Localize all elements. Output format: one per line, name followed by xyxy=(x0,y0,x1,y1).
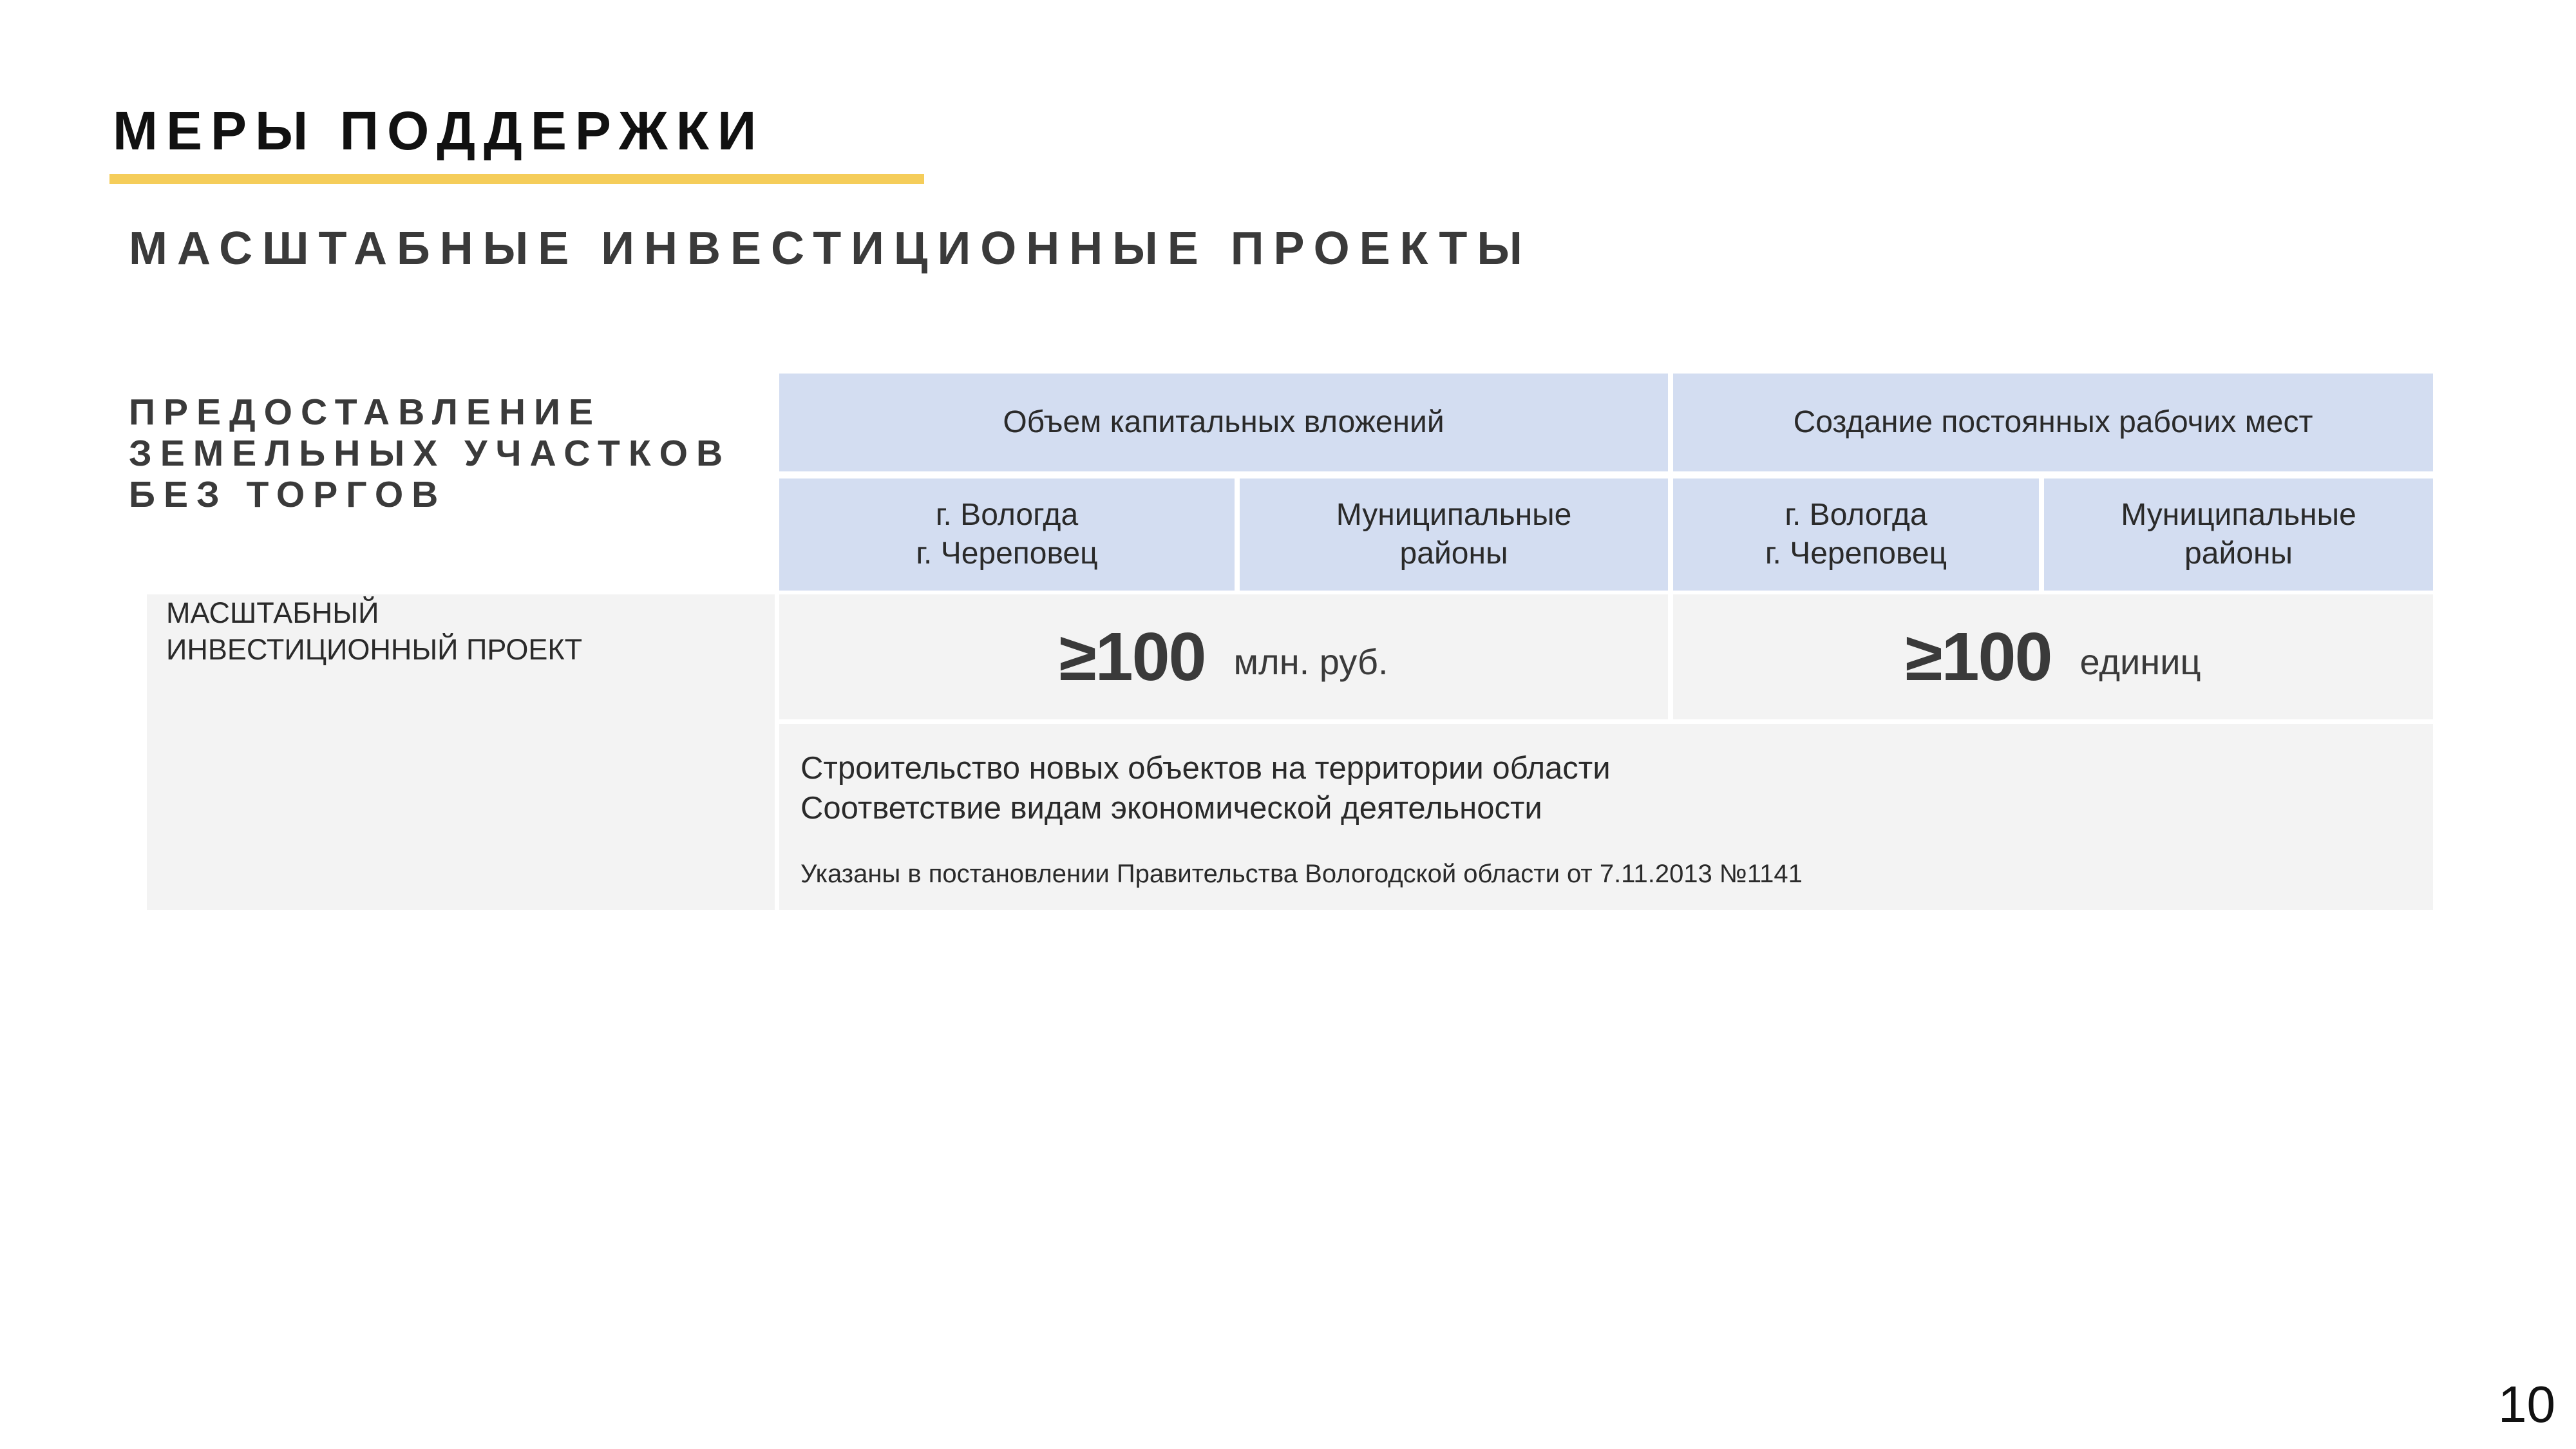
row-label-text: ИНВЕСТИЦИОННЫЙ ПРОЕКТ xyxy=(166,633,583,666)
regulation-note: Указаны в постановлении Правительства Вологодской области от 7.11.2013 №1141 xyxy=(800,860,1803,888)
title-underline xyxy=(109,174,924,184)
page-title: МЕРЫ ПОДДЕРЖКИ xyxy=(113,100,765,161)
header-capital-investment: Объем капитальных вложений xyxy=(779,374,1668,471)
subheader-text: Муниципальные xyxy=(1336,498,1572,532)
subheader-capital-districts xyxy=(1240,478,1668,591)
capital-value-cell xyxy=(779,594,1668,719)
side-heading xyxy=(129,392,731,515)
row-label-cell xyxy=(147,594,775,910)
page-number: 10 xyxy=(2498,1376,2555,1433)
subheader-text: г. Вологда xyxy=(935,498,1079,532)
jobs-value-cell xyxy=(1673,594,2433,719)
subheader-text: г. Череповец xyxy=(916,536,1098,571)
requirement-item: Строительство новых объектов на территории области xyxy=(800,751,1611,786)
side-heading-line: ЗЕМЕЛЬНЫХ УЧАСТКОВ xyxy=(129,433,732,474)
jobs-value: ≥100 xyxy=(1905,618,2052,695)
side-heading-line: ПРЕДОСТАВЛЕНИЕ xyxy=(129,392,601,433)
subheader-jobs-districts xyxy=(2044,478,2433,591)
header-job-creation: Создание постоянных рабочих мест xyxy=(1673,374,2433,471)
subheader-jobs-cities xyxy=(1673,478,2039,591)
subheader-text: г. Череповец xyxy=(1765,536,1947,571)
jobs-unit: единиц xyxy=(2079,641,2201,682)
row-label-text: МАСШТАБНЫЙ xyxy=(166,596,379,629)
subheader-text: г. Вологда xyxy=(1785,498,1927,532)
subheader-text: районы xyxy=(1399,536,1508,571)
subheader-capital-cities xyxy=(779,478,1235,591)
capital-value: ≥100 xyxy=(1059,618,1206,695)
requirements-cell xyxy=(779,724,2433,910)
requirement-item: Соответствие видам экономической деятельности xyxy=(800,791,1542,826)
capital-unit: млн. руб. xyxy=(1233,641,1388,682)
section-subtitle: МАСШТАБНЫЕ ИНВЕСТИЦИОННЫЕ ПРОЕКТЫ xyxy=(129,223,1532,274)
subheader-text: Муниципальные xyxy=(2121,498,2356,532)
subheader-text: районы xyxy=(2184,536,2293,571)
side-heading-line: БЕЗ ТОРГОВ xyxy=(129,474,447,515)
